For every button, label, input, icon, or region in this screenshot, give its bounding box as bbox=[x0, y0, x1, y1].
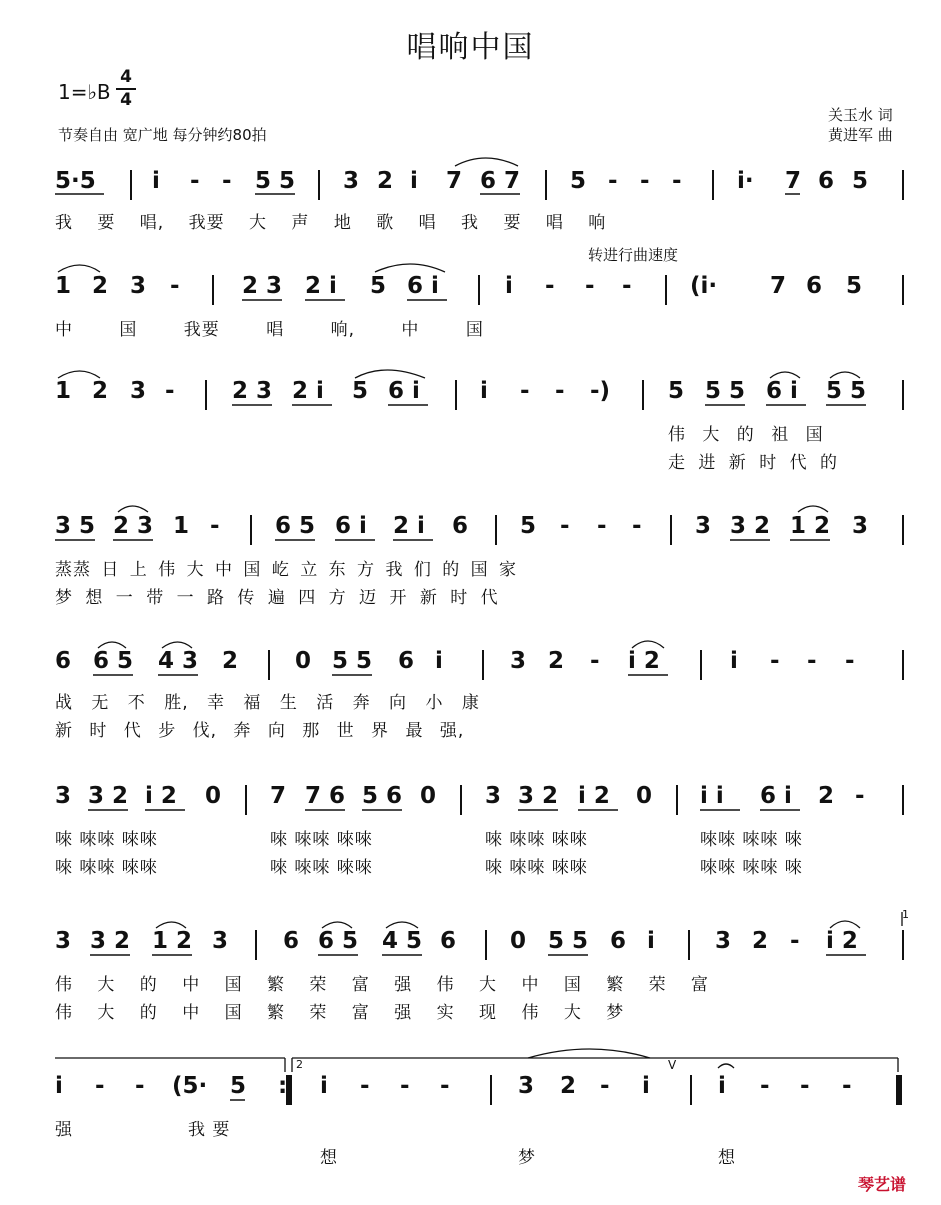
volta-1-label: 1 bbox=[902, 908, 909, 921]
key-signature: 1=♭B bbox=[58, 80, 111, 104]
lyrics-row-3-verse-2 bbox=[0, 448, 941, 472]
notes-row-8: i - - (5· 5 : i - - - 3 2 - i i - - - bbox=[0, 1073, 941, 1113]
time-signature-bottom: 4 bbox=[120, 90, 132, 110]
lyric-line: 伟 大 的 中 国 繁 荣 富 强 伟 大 中 国 繁 荣 富 bbox=[55, 975, 710, 995]
notes-row-3: 1 2 3 - 2 3 2 i 5 6 i i - - -) 5 5 5 6 i 5 5 bbox=[0, 378, 941, 418]
score-row-7 bbox=[0, 928, 941, 1048]
score-row-4 bbox=[0, 513, 941, 633]
time-signature bbox=[116, 68, 136, 110]
breath-mark: V bbox=[668, 1058, 677, 1072]
lyrics-row-5-verse-2 bbox=[0, 716, 941, 740]
notes-row-4: 3 5 2 3 1 - 6 5 6 i 2 i 6 5 - - - 3 3 2 1 2 3 bbox=[0, 513, 941, 553]
lyrics-row-6-verse-2: 唻 唻唻 唻唻 唻 唻唻 唻唻 唻 唻唻 唻唻 唻唻 唻唻 唻 bbox=[55, 858, 803, 878]
lyric-line: 走 进 新 时 代 的 bbox=[668, 453, 839, 473]
lyric-line: 战 无 不 胜, 幸 福 生 活 奔 向 小 康 bbox=[55, 693, 480, 713]
lyrics-row-8-verse-2: 想 梦 想 bbox=[320, 1148, 736, 1168]
lyric-line: 伟 大 的 中 国 繁 荣 富 强 实 现 伟 大 梦 bbox=[55, 1003, 625, 1023]
lyrics-row-4-verse-2 bbox=[0, 583, 941, 607]
lyrics-row-3-verse-1 bbox=[0, 420, 941, 444]
lyrics-row-2-verse-1 bbox=[0, 315, 941, 339]
score-row-5 bbox=[0, 648, 941, 768]
tempo-marking: 节奏自由 宽广地 每分钟约80拍 bbox=[58, 126, 267, 144]
lyric-line: 蒸蒸 日 上 伟 大 中 国 屹 立 东 方 我 们 的 国 家 bbox=[55, 560, 518, 580]
score-row-6 bbox=[0, 783, 941, 903]
lyric-line: 伟 大 的 祖 国 bbox=[668, 425, 824, 445]
lyrics-row-5-verse-1 bbox=[0, 688, 941, 712]
watermark-logo: 琴艺谱 bbox=[858, 1175, 907, 1194]
lyrics-row-1-verse-1 bbox=[0, 208, 941, 232]
notes-row-2: 1 2 3 - 2 3 2 i 5 6 i i - - - (i· 7 6 5 bbox=[0, 273, 941, 313]
notes-row-7: 3 3 2 1 2 3 6 6 5 4 5 6 0 5 5 6 i 3 2 - i 2 bbox=[0, 928, 941, 968]
lyrics-row-7-verse-2 bbox=[0, 998, 941, 1022]
score-row-1 bbox=[0, 168, 941, 288]
page-title: 唱响中国 bbox=[406, 30, 535, 65]
score-row-3 bbox=[0, 378, 941, 498]
notes-row-1: 5·5 i - - 5 5 3 2 i 7 6 7 5 - - - i· 7 6 5 bbox=[0, 168, 941, 208]
lyrics-row-7-verse-1 bbox=[0, 970, 941, 994]
lyricist-credit: 关玉水 词 bbox=[828, 106, 893, 124]
volta-2-label: 2 bbox=[296, 1058, 303, 1071]
lyric-line: 中 国 我要 唱 响, 中 国 bbox=[55, 320, 484, 340]
lyrics-row-4-verse-1 bbox=[0, 555, 941, 579]
time-signature-top: 4 bbox=[120, 67, 132, 87]
score-row-2 bbox=[0, 273, 941, 393]
notes-row-5: 6 6 5 4 3 2 0 5 5 6 i 3 2 - i 2 i - - - bbox=[0, 648, 941, 688]
lyrics-row-6-verse-1: 唻 唻唻 唻唻 唻 唻唻 唻唻 唻 唻唻 唻唻 唻唻 唻唻 唻 bbox=[55, 830, 803, 850]
tempo-change-marking: 转进行曲速度 bbox=[588, 246, 679, 264]
lyric-line: 我 要 唱, 我要 大 声 地 歌 唱 我 要 唱 响 bbox=[55, 213, 607, 233]
score-row-8 bbox=[0, 1073, 941, 1193]
lyric-line: 新 时 代 步 伐, 奔 向 那 世 界 最 强, bbox=[55, 721, 465, 741]
lyrics-row-8-verse-1: 强 我 要 bbox=[55, 1120, 231, 1140]
composer-credit: 黄进军 曲 bbox=[828, 126, 893, 144]
lyric-line: 梦 想 一 带 一 路 传 遍 四 方 迈 开 新 时 代 bbox=[55, 588, 499, 608]
notes-row-6: 3 3 2 i 2 0 7 7 6 5 6 0 3 3 2 i 2 0 i i 6 i 2 - bbox=[0, 783, 941, 823]
